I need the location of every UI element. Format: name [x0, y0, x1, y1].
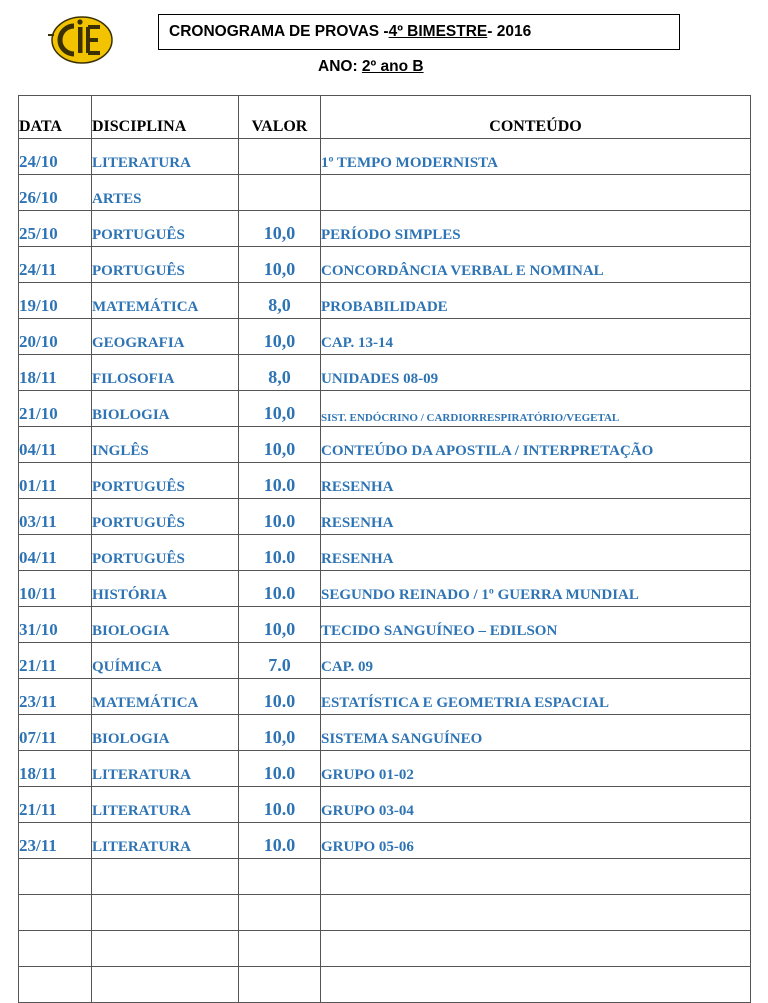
cell-data: 18/11: [19, 355, 92, 391]
cell-valor: 10,0: [239, 319, 321, 355]
cell-valor: 8,0: [239, 283, 321, 319]
cell-disciplina: PORTUGUÊS: [92, 499, 239, 535]
cell-disciplina: INGLÊS: [92, 427, 239, 463]
cell-valor: 10.0: [239, 571, 321, 607]
cell-valor: [239, 859, 321, 895]
cell-data: 26/10: [19, 175, 92, 211]
title-prefix: CRONOGRAMA DE PROVAS -: [169, 23, 389, 40]
cell-conteudo: SEGUNDO REINADO / 1º GUERRA MUNDIAL: [321, 571, 751, 607]
cell-valor: [239, 139, 321, 175]
cell-conteudo: RESENHA: [321, 535, 751, 571]
cell-data: [19, 967, 92, 1003]
cell-valor: 10,0: [239, 391, 321, 427]
table-row: [19, 175, 751, 211]
cie-logo: [44, 14, 124, 64]
cell-data: 21/10: [19, 391, 92, 427]
cell-conteudo: RESENHA: [321, 499, 751, 535]
cell-data: 24/11: [19, 247, 92, 283]
header-conteudo: CONTEÚDO: [321, 96, 751, 139]
cell-disciplina: QUÍMICA: [92, 643, 239, 679]
title-suffix: - 2016: [487, 23, 532, 40]
table-row: [19, 859, 751, 895]
table-row: [19, 355, 751, 391]
cell-conteudo: PERÍODO SIMPLES: [321, 211, 751, 247]
cell-disciplina: MATEMÁTICA: [92, 679, 239, 715]
table-row: [19, 139, 751, 175]
cell-conteudo: GRUPO 01-02: [321, 751, 751, 787]
cell-disciplina: PORTUGUÊS: [92, 535, 239, 571]
cell-valor: 10.0: [239, 499, 321, 535]
cell-conteudo: [321, 859, 751, 895]
cell-disciplina: GEOGRAFIA: [92, 319, 239, 355]
cell-disciplina: ARTES: [92, 175, 239, 211]
cell-disciplina: [92, 895, 239, 931]
cell-valor: 10.0: [239, 679, 321, 715]
table-row: [19, 823, 751, 859]
cell-conteudo: ESTATÍSTICA E GEOMETRIA ESPACIAL: [321, 679, 751, 715]
cell-valor: 10.0: [239, 751, 321, 787]
ano-label: ANO:: [318, 58, 362, 75]
cell-data: 03/11: [19, 499, 92, 535]
class-year: [318, 58, 424, 76]
cell-disciplina: [92, 859, 239, 895]
table-row: [19, 931, 751, 967]
cell-valor: [239, 895, 321, 931]
cell-data: 31/10: [19, 607, 92, 643]
cell-data: 07/11: [19, 715, 92, 751]
table-row: [19, 427, 751, 463]
cell-conteudo: SIST. ENDÓCRINO / CARDIORRESPIRATÓRIO/VEGETAL: [321, 391, 751, 427]
table-row: [19, 715, 751, 751]
cell-data: 21/11: [19, 787, 92, 823]
cell-conteudo: [321, 931, 751, 967]
cell-data: 23/11: [19, 823, 92, 859]
cell-disciplina: MATEMÁTICA: [92, 283, 239, 319]
cell-data: 04/11: [19, 535, 92, 571]
title-bimestre: 4º BIMESTRE: [388, 23, 488, 40]
cell-valor: 10.0: [239, 535, 321, 571]
cell-valor: 10.0: [239, 463, 321, 499]
cell-data: [19, 895, 92, 931]
table-row: [19, 211, 751, 247]
table-row: [19, 319, 751, 355]
table-row: [19, 499, 751, 535]
cell-valor: 8,0: [239, 355, 321, 391]
cell-disciplina: FILOSOFIA: [92, 355, 239, 391]
table-row: [19, 751, 751, 787]
table-row: [19, 967, 751, 1003]
cell-data: 25/10: [19, 211, 92, 247]
cell-valor: 10,0: [239, 211, 321, 247]
cell-data: 24/10: [19, 139, 92, 175]
cell-disciplina: PORTUGUÊS: [92, 247, 239, 283]
cell-conteudo: CONTEÚDO DA APOSTILA / INTERPRETAÇÃO: [321, 427, 751, 463]
cell-disciplina: PORTUGUÊS: [92, 463, 239, 499]
cell-conteudo: CONCORDÂNCIA VERBAL E NOMINAL: [321, 247, 751, 283]
cell-conteudo: UNIDADES 08-09: [321, 355, 751, 391]
cell-data: 01/11: [19, 463, 92, 499]
cell-valor: 10,0: [239, 607, 321, 643]
cell-disciplina: [92, 931, 239, 967]
cell-data: 19/10: [19, 283, 92, 319]
cell-data: 23/11: [19, 679, 92, 715]
cell-data: 20/10: [19, 319, 92, 355]
cell-conteudo: [321, 175, 751, 211]
table-row: [19, 787, 751, 823]
cell-valor: [239, 931, 321, 967]
table-row: [19, 247, 751, 283]
header-data: DATA: [19, 96, 92, 139]
cell-conteudo: TECIDO SANGUÍNEO – EDILSON: [321, 607, 751, 643]
schedule-table: [18, 95, 751, 1003]
table-row: [19, 283, 751, 319]
cell-disciplina: LITERATURA: [92, 787, 239, 823]
cell-disciplina: PORTUGUÊS: [92, 211, 239, 247]
cell-data: 18/11: [19, 751, 92, 787]
cell-data: 21/11: [19, 643, 92, 679]
cell-disciplina: HISTÓRIA: [92, 571, 239, 607]
cell-valor: [239, 175, 321, 211]
cell-conteudo: [321, 895, 751, 931]
cell-disciplina: LITERATURA: [92, 823, 239, 859]
table-row: [19, 895, 751, 931]
table-row: [19, 391, 751, 427]
cell-disciplina: BIOLOGIA: [92, 715, 239, 751]
cell-disciplina: LITERATURA: [92, 751, 239, 787]
cell-conteudo: CAP. 13-14: [321, 319, 751, 355]
cell-valor: 10.0: [239, 787, 321, 823]
cell-disciplina: [92, 967, 239, 1003]
cell-valor: 10,0: [239, 715, 321, 751]
cell-conteudo: CAP. 09: [321, 643, 751, 679]
table-row: [19, 643, 751, 679]
cell-disciplina: BIOLOGIA: [92, 391, 239, 427]
cell-data: [19, 859, 92, 895]
header-disciplina: DISCIPLINA: [92, 96, 239, 139]
table-row: [19, 679, 751, 715]
ano-value: 2º ano B: [361, 58, 424, 75]
cell-conteudo: GRUPO 05-06: [321, 823, 751, 859]
table-row: [19, 535, 751, 571]
table-row: [19, 571, 751, 607]
cell-conteudo: [321, 967, 751, 1003]
cell-conteudo: SISTEMA SANGUÍNEO: [321, 715, 751, 751]
cell-valor: 10,0: [239, 427, 321, 463]
cell-disciplina: BIOLOGIA: [92, 607, 239, 643]
cell-data: 04/11: [19, 427, 92, 463]
cell-valor: [239, 967, 321, 1003]
table-row: [19, 607, 751, 643]
cell-conteudo: 1º TEMPO MODERNISTA: [321, 139, 751, 175]
cell-data: [19, 931, 92, 967]
cell-conteudo: GRUPO 03-04: [321, 787, 751, 823]
table-header-row: [19, 96, 751, 139]
cell-data: 10/11: [19, 571, 92, 607]
cell-conteudo: PROBABILIDADE: [321, 283, 751, 319]
table-row: [19, 463, 751, 499]
header-valor: VALOR: [239, 96, 321, 139]
cell-valor: 10,0: [239, 247, 321, 283]
cell-valor: 7.0: [239, 643, 321, 679]
cell-disciplina: LITERATURA: [92, 139, 239, 175]
cell-valor: 10.0: [239, 823, 321, 859]
document-title: [158, 14, 680, 50]
cell-conteudo: RESENHA: [321, 463, 751, 499]
